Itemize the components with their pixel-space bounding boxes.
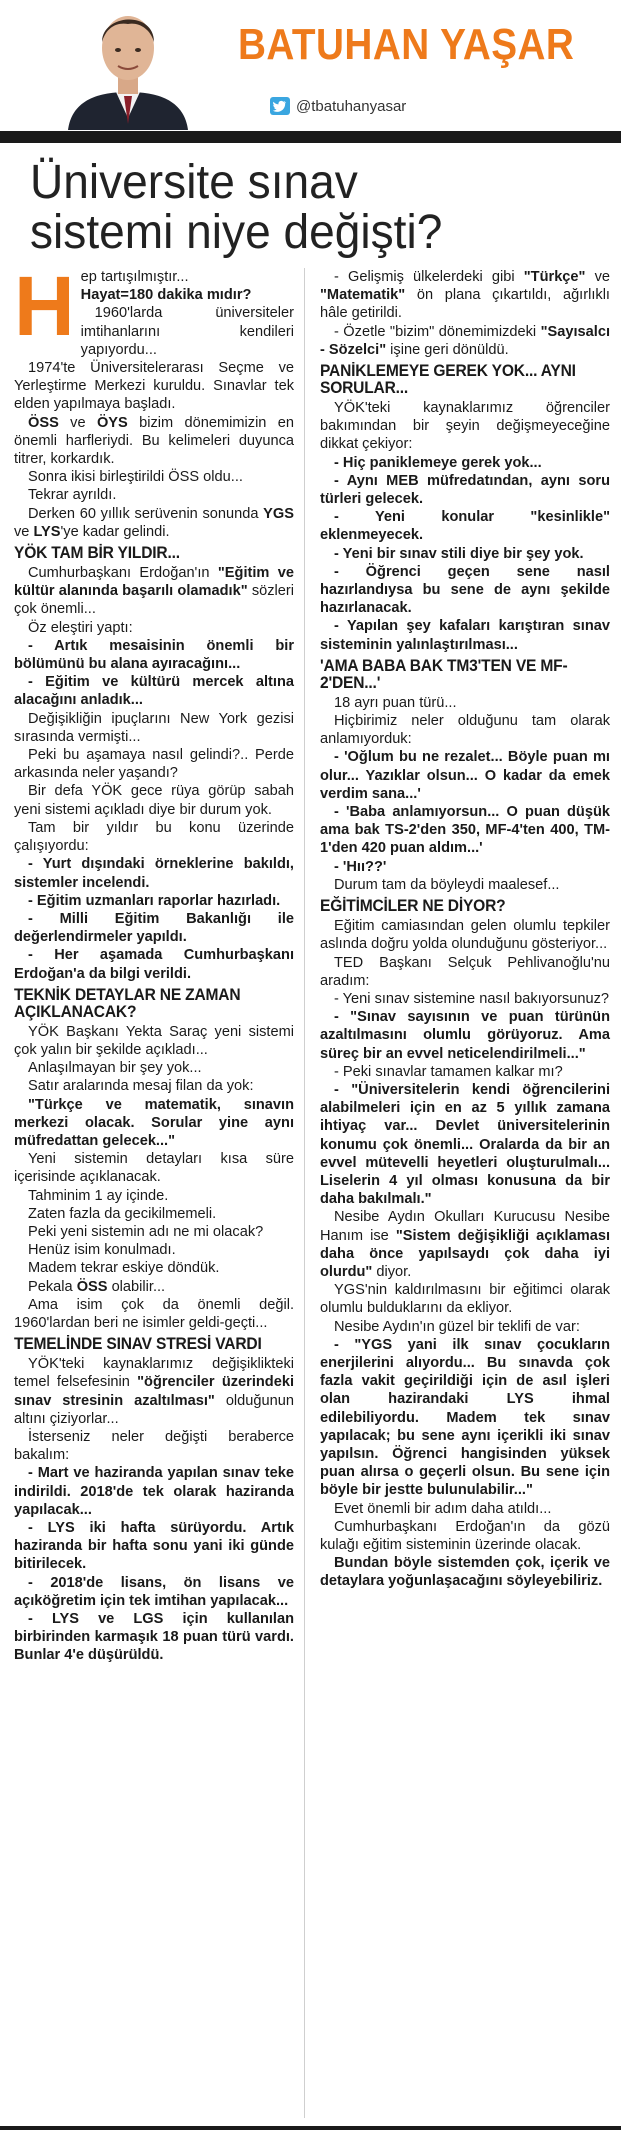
paragraph: - Yeni bir sınav stili diye bir şey yok. bbox=[334, 545, 584, 562]
paragraph: - Yeni sınav sistemine nasıl bakıyorsunuz? bbox=[334, 990, 610, 1007]
paragraph: YÖK Başkanı Yekta Saraç yeni sistemi çok yalın bir şekilde açıkladı... bbox=[14, 1023, 294, 1058]
paragraph: - Peki sınavlar tamamen kalkar mı? bbox=[334, 1063, 563, 1080]
paragraph: Eğitim camiasından gelen olumlu tepkiler aslında doğru yolda olunduğunu gösteriyor... bbox=[320, 918, 610, 953]
section-heading: YÖK TAM BİR YILDIR... bbox=[14, 544, 180, 563]
paragraph: YÖK'teki kaynaklarımız değişiklikteki temel felsefesinin "öğrenciler üzerindeki sınav stresinin azaltılması" olduğunun altını çiziyorlar... bbox=[14, 1356, 294, 1427]
twitter-handle[interactable]: @tbatuhanyasar bbox=[296, 97, 407, 115]
paragraph: Durum tam da böyleydi maalesef... bbox=[334, 876, 560, 893]
paragraph: - Eğitim uzmanları raporlar hazırladı. bbox=[28, 892, 281, 909]
paragraph: - Hiç paniklemeye gerek yok... bbox=[334, 454, 542, 471]
paragraph: - Özetle "bizim" dönemimizdeki "Sayısalcı - Sözelci" işine geri dönüldü. bbox=[320, 323, 610, 358]
paragraph: - 'Oğlum bu ne rezalet... Böyle puan mı olur... Yazıklar olsun... O kadar da emek verdim sana...' bbox=[320, 749, 610, 802]
paragraph: - Yeni konular "kesinlikle" eklenmeyecek. bbox=[320, 509, 610, 544]
paragraph: Tam bir yıldır bu konu üzerinde çalışıyordu: bbox=[14, 819, 294, 855]
paragraph: Nesibe Aydın'ın güzel bir teklifi de var: bbox=[334, 1318, 580, 1335]
paragraph: YGS'nin kaldırılmasını bir eğitimci olarak olumlu bulduklarını da ekliyor. bbox=[320, 1282, 610, 1317]
twitter-handle-row bbox=[270, 94, 406, 118]
paragraph: TED Başkanı Selçuk Pehlivanoğlu'nu aradım: bbox=[320, 954, 610, 989]
section-heading: PANİKLEMEYE GEREK YOK... AYNI SORULAR... bbox=[320, 362, 576, 398]
paragraph: Pekala ÖSS olabilir... bbox=[28, 1278, 166, 1295]
paragraph: - LYS ve LGS için kullanılan birbirinden karmaşık 18 puan türü vardı. Bunlar 4'e düşürüldü. bbox=[14, 1611, 294, 1664]
column-header bbox=[0, 0, 621, 140]
paragraph: - Eğitim ve kültürü mercek altına alacağını anladık... bbox=[14, 674, 294, 709]
paragraph: - Gelişmiş ülkelerdeki gibi "Türkçe" ve "Matematik" ön plana çıkartıldı, ağırlıklı hâle getirildi. bbox=[320, 269, 610, 322]
paragraph: - Yapılan şey kafaları karıştıran sınav sisteminin yalınlaştırılması... bbox=[320, 618, 610, 653]
paragraph: Cumhurbaşkanı Erdoğan'ın da gözü kulağı eğitim sisteminin üzerinde olacak. bbox=[320, 1518, 610, 1553]
paragraph: - Yurt dışındaki örneklerine bakıldı, sistemler incelendi. bbox=[14, 856, 294, 891]
column-divider bbox=[304, 268, 305, 2118]
author-name: BATUHAN YAŞAR bbox=[238, 20, 575, 69]
paragraph: İsterseniz neler değişti beraberce bakalım: bbox=[14, 1428, 294, 1464]
paragraph: - Artık mesaisinin önemli bir bölümünü bu alana ayıracağını... bbox=[14, 637, 294, 673]
paragraph: Cumhurbaşkanı Erdoğan'ın "Eğitim ve kültür alanında başarılı olamadık" sözleri çok önemli... bbox=[14, 565, 294, 618]
paragraph: - 'Baba anlamıyorsun... O puan düşük ama bak TS-2'den 350, MF-4'ten 400, TM-1'den 420 puan aldım...' bbox=[320, 804, 610, 857]
article-headline bbox=[30, 158, 577, 258]
paragraph: - Aynı MEB müfredatından, aynı soru türleri gelecek. bbox=[320, 472, 610, 508]
paragraph: Sonra ikisi birleştirildi ÖSS oldu... bbox=[28, 469, 243, 486]
section-heading: TEKNİK DETAYLAR NE ZAMAN AÇIKLANACAK? bbox=[14, 985, 241, 1021]
author-photo bbox=[58, 0, 198, 130]
header-rule bbox=[0, 131, 621, 143]
drop-cap: H bbox=[14, 259, 75, 353]
paragraph: Yeni sistemin detayları kısa süre içerisinde açıklanacak. bbox=[14, 1151, 294, 1186]
section-heading: 'AMA BABA BAK TM3'TEN VE MF-2'DEN...' bbox=[320, 656, 568, 692]
paragraph: Bundan böyle sistemden çok, içerik ve detaylara yoğunlaşacağını söyleyebiliriz. bbox=[320, 1555, 610, 1590]
twitter-icon bbox=[270, 97, 290, 115]
paragraph: Öz eleştiri yaptı: bbox=[28, 619, 133, 636]
paragraph: "Türkçe ve matematik, sınavın merkezi olacak. Sorular yine aynı müfredattan gelecek..." bbox=[14, 1096, 294, 1149]
paragraph: - Mart ve haziranda yapılan sınav teke indirildi. 2018'de tek olarak haziranda yapılacak... bbox=[14, 1465, 294, 1518]
headline-line-2: sistemi niye değişti? bbox=[30, 206, 443, 259]
paragraph: YÖK'teki kaynaklarımız öğrenciler bakımından bir şeyin değişmeyeceğine dikkat çekiyor: bbox=[320, 400, 610, 453]
paragraph: - Öğrenci geçen sene nasıl hazırlandıysa bu sene de aynı şekilde hazırlanacak. bbox=[320, 563, 610, 617]
paragraph: Henüz isim konulmadı. bbox=[28, 1242, 176, 1259]
section-heading: TEMELİNDE SINAV STRESİ VARDI bbox=[14, 1335, 262, 1354]
paragraph: Anlaşılmayan bir şey yok... bbox=[28, 1060, 202, 1077]
paragraph: Değişikliğin ipuçlarını New York gezisi sırasında vermişti... bbox=[14, 710, 294, 745]
paragraph: Bir defa YÖK gece rüya görüp sabah yeni sistemi açıkladı diye bir durum yok. bbox=[14, 783, 294, 818]
paragraph: Tekrar ayrıldı. bbox=[28, 487, 117, 504]
paragraph: - Her aşamada Cumhurbaşkanı Erdoğan'a da bilgi verildi. bbox=[14, 947, 294, 982]
paragraph: ep tartışılmıştır... bbox=[80, 269, 189, 285]
paragraph: Peki bu aşamaya nasıl gelindi?.. Perde arkasında neler yaşandı? bbox=[14, 747, 294, 782]
paragraph: - "Üniversitelerin kendi öğrencilerini alabilmeleri için en az 5 yıllık zamana ihtiyaç var... Devlet üniversitelerinin konumu çok önemli... Oralarda da bir an evvel mütevelli heyetleri oluşturulmalı... Liselerin 4 yıl olması konusuna da bir daha bakılmalı." bbox=[320, 1081, 610, 1208]
right-column bbox=[320, 268, 610, 1591]
paragraph: Satır aralarında mesaj filan da yok: bbox=[28, 1078, 254, 1095]
paragraph: Peki yeni sistemin adı ne mi olacak? bbox=[28, 1223, 264, 1240]
paragraph: Nesibe Aydın Okulları Kurucusu Nesibe Hanım ise "Sistem değişikliği açıklaması daha önce yapılsaydı çok daha iyi olurdu" diyor. bbox=[320, 1209, 610, 1280]
paragraph: - LYS iki hafta sürüyordu. Artık haziranda bir hafta sonu yani iki günde bitirilecek. bbox=[14, 1520, 294, 1573]
paragraph: Ama isim çok da önemli değil. 1960'lardan beri ne isimler geldi-geçti... bbox=[14, 1296, 294, 1331]
paragraph: Hiçbirimiz neler olduğunu tam olarak anlamıyorduk: bbox=[320, 713, 610, 748]
paragraph: - 2018'de lisans, ön lisans ve açıköğretim için tek imtihan yapılacak... bbox=[14, 1574, 294, 1609]
headline-line-1: Üniversite sınav bbox=[30, 156, 358, 209]
paragraph: Hayat=180 dakika mıdır? bbox=[80, 287, 252, 304]
paragraph: Tahminim 1 ay içinde. bbox=[28, 1187, 169, 1204]
paragraph: 1960'larda üniversiteler imtihanlarını kendileri yapıyordu... bbox=[80, 305, 294, 358]
section-heading: EĞİTİMCİLER NE DİYOR? bbox=[320, 897, 506, 916]
paragraph: Madem tekrar eskiye döndük. bbox=[28, 1260, 220, 1277]
paragraph: - 'Hıı??' bbox=[334, 858, 387, 875]
left-column bbox=[14, 259, 294, 1665]
paragraph: ÖSS ve ÖYS bizim dönemimizin en önemli harfleriydi. Bu kelimeleri duyunca titrer, korkardık. bbox=[14, 414, 294, 468]
paragraph: - "YGS yani ilk sınav çocukların enerjilerini alıyordu... Bu sınavda çok fazla vakit geçirildiği için de asıl işleri olan hazirandaki LYS ihmal edilebiliyordu. Madem tek sınav yapılacak; bu sene aynı içerikli iki sınav yapılsın. Öğrenci hangisinden yüksek puan alırsa o geçerli olsun. Bu sene için böyle bir jestte bulunulabilir..." bbox=[320, 1336, 610, 1499]
paragraph: Derken 60 yıllık serüvenin sonunda YGS ve LYS'ye kadar gelindi. bbox=[14, 505, 294, 540]
paragraph: Zaten fazla da gecikilmemeli. bbox=[28, 1205, 217, 1222]
paragraph: Evet önemli bir adım daha atıldı... bbox=[334, 1500, 552, 1517]
paragraph: - Milli Eğitim Bakanlığı ile değerlendirmeler yapıldı. bbox=[14, 910, 294, 946]
bottom-rule bbox=[0, 2126, 621, 2130]
paragraph: - "Sınav sayısının ve puan türünün azaltılmasını olumlu görüyoruz. Ama süreç bir an evvel neticelendirilmeli..." bbox=[320, 1009, 610, 1062]
paragraph: 18 ayrı puan türü... bbox=[334, 694, 457, 711]
paragraph: 1974'te Üniversitelerarası Seçme ve Yerleştirme Merkezi kuruldu. Sınavlar tek elden yapılmaya başladı. bbox=[14, 360, 294, 413]
